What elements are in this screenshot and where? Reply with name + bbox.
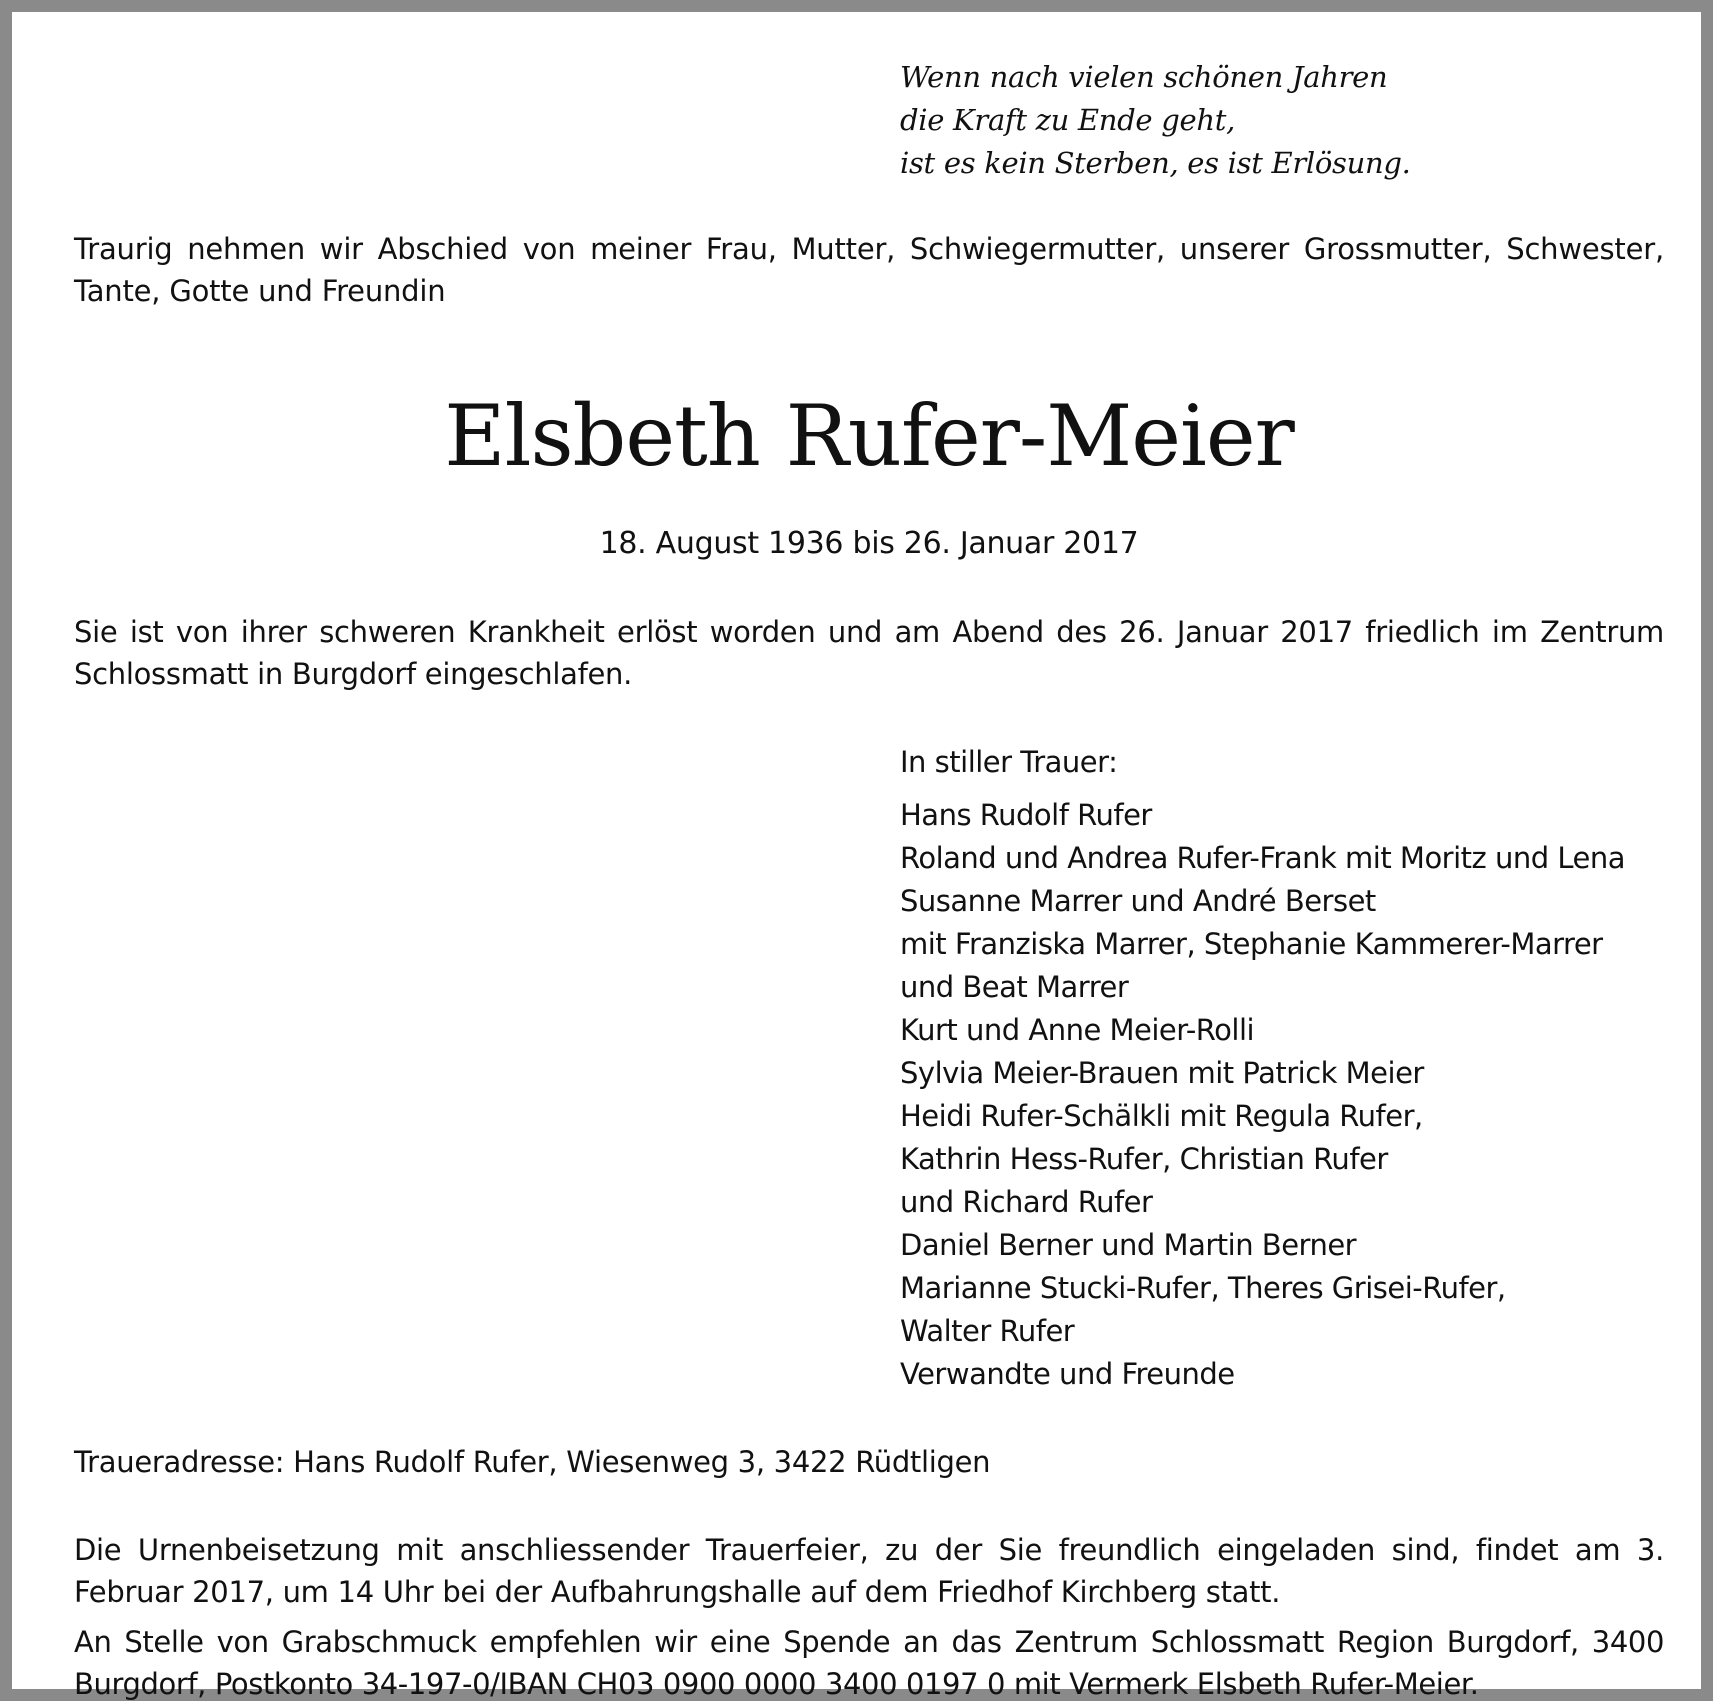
mourner-line: und Richard Rufer	[900, 1185, 1153, 1219]
motto-line: Wenn nach vielen schönen Jahren	[900, 60, 1388, 94]
life-dates: 18. August 1936 bis 26. Januar 2017	[599, 526, 1139, 561]
mourner-line: Marianne Stucki-Rufer, Theres Grisei-Rufer,	[900, 1271, 1506, 1305]
ceremony-text: Die Urnenbeisetzung mit anschliessender Trauerfeier, zu der Sie freundlich eingeladen sind, findet am 3. Februar 2017, um 14 Uhr bei der Aufbahrungshalle auf dem Friedhof Kirchberg statt.	[74, 1533, 1664, 1609]
motto-line: die Kraft zu Ende geht,	[900, 103, 1235, 137]
mourning-address: Traueradresse: Hans Rudolf Rufer, Wiesenweg 3, 3422 Rüdtligen	[74, 1445, 991, 1479]
mourner-line: Susanne Marrer und André Berset	[900, 884, 1376, 918]
donation-text: An Stelle von Grabschmuck empfehlen wir eine Spende an das Zentrum Schlossmatt Region Burgdorf, 3400 Burgdorf, Postkonto 34-197-0/IBAN CH03 0900 0000 3400 0197 0 mit Vermerk Elsbeth Rufer-Meier.	[74, 1625, 1664, 1701]
mourner-line: Sylvia Meier-Brauen mit Patrick Meier	[900, 1056, 1424, 1090]
mourners-list	[900, 794, 1625, 1396]
mourner-line: Kurt und Anne Meier-Rolli	[900, 1013, 1255, 1047]
motto-line: ist es kein Sterben, es ist Erlösung.	[900, 146, 1411, 180]
mourner-line: mit Franziska Marrer, Stephanie Kammerer-Marrer	[900, 927, 1603, 961]
mourner-line: Daniel Berner und Martin Berner	[900, 1228, 1357, 1262]
mourner-line: Verwandte und Freunde	[900, 1357, 1235, 1391]
mourner-line: Kathrin Hess-Rufer, Christian Rufer	[900, 1142, 1388, 1176]
mourner-line: und Beat Marrer	[900, 970, 1129, 1004]
mourner-line: Roland und Andrea Rufer-Frank mit Moritz und Lena	[900, 841, 1625, 875]
intro-text: Traurig nehmen wir Abschied von meiner Frau, Mutter, Schwiegermutter, unserer Grossmutter, Schwester, Tante, Gotte und Freundin	[74, 232, 1664, 308]
mourner-line: Walter Rufer	[900, 1314, 1075, 1348]
motto-verse	[900, 56, 1411, 185]
mourners-heading: In stiller Trauer:	[900, 745, 1118, 779]
mourners-block	[900, 741, 1625, 1396]
mourner-line: Heidi Rufer-Schälkli mit Regula Rufer,	[900, 1099, 1423, 1133]
passing-text: Sie ist von ihrer schweren Krankheit erlöst worden und am Abend des 26. Januar 2017 friedlich im Zentrum Schlossmatt in Burgdorf eingeschlafen.	[74, 615, 1664, 691]
deceased-name: Elsbeth Rufer-Meier	[444, 387, 1294, 485]
mourner-line: Hans Rudolf Rufer	[900, 798, 1152, 832]
